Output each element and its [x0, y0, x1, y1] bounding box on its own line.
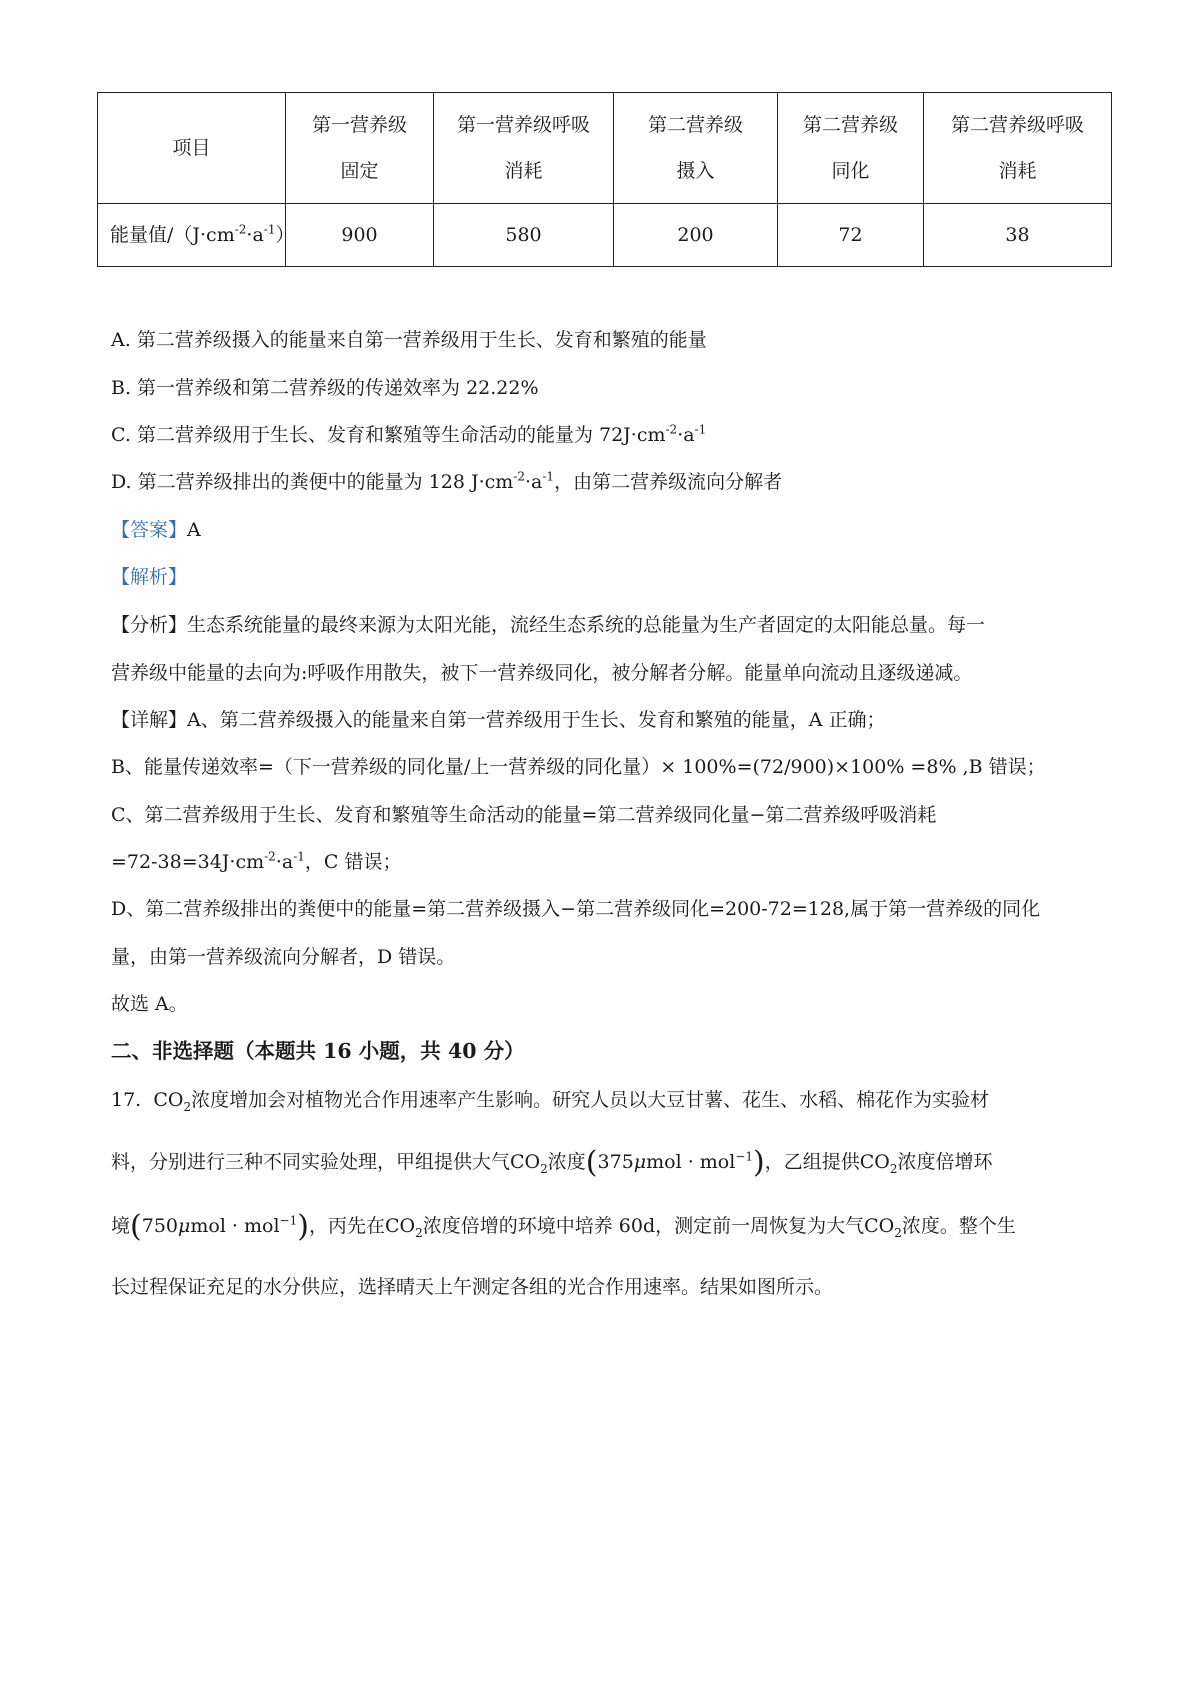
option-c: C. 第二营养级用于生长、发育和繁殖等生命活动的能量为 $72J\cdot cm^{-2}\cdot a^{-1}$: [111, 422, 707, 446]
q17-line-3: 境(750μmol · mol$^{-1}$)，丙先在$CO_2$浓度倍增的环境中培养 60d，测定前一周恢复为大气$CO_2$浓度。整个生: [111, 1209, 1016, 1244]
q17-line-4: 长过程保证充足的水分供应，选择晴天上午测定各组的光合作用速率。结果如图所示。: [111, 1276, 834, 1298]
answer-value: A: [187, 519, 201, 541]
fenxi-line-2: 营养级中能量的去向为:呼吸作用散失，被下一营养级同化，被分解者分解。能量单向流动且逐级递减。: [111, 662, 973, 684]
header-label: 项目: [98, 93, 286, 204]
conclusion: 故选 A。: [111, 993, 188, 1015]
table-row: [98, 204, 1112, 267]
q17-line-2: 料，分别进行三种不同实验处理，甲组提供大气$CO_2$浓度(375μmol · mol$^{-1}$)，乙组提供$CO_2$浓度倍增环: [111, 1145, 993, 1180]
header-cell: 第二营养级 同化: [778, 93, 924, 204]
detail-d-line-2: 量，由第一营养级流向分解者，D 错误。: [111, 946, 456, 968]
detail-a: 【详解】A、第二营养级摄入的能量来自第一营养级用于生长、发育和繁殖的能量，A 正确；: [111, 709, 886, 731]
energy-table: [97, 92, 1112, 267]
section-heading: 二、非选择题（本题共 16 小题，共 40 分）: [111, 1039, 525, 1063]
header-cell: 第二营养级 摄入: [614, 93, 778, 204]
detail-b: B、能量传递效率=（下一营养级的同化量/上一营养级的同化量）× 100%=(72/900)×100% =8% ,B 错误；: [111, 756, 1046, 778]
fenxi-line-1: 【分析】生态系统能量的最终来源为太阳光能，流经生态系统的总能量为生产者固定的太阳能总量。每一: [111, 614, 986, 636]
option-a: A. 第二营养级摄入的能量来自第一营养级用于生长、发育和繁殖的能量: [111, 329, 707, 351]
row-label: 能量值$/(J\cdot cm^{-2}\cdot a^{-1})$: [98, 204, 286, 267]
detail-c-line-2: $=72-38=34J\cdot cm^{-2}\cdot a^{-1}$，C 错误；: [111, 849, 402, 873]
q17-line-1: 17. $CO_2$浓度增加会对植物光合作用速率产生影响。研究人员以大豆甘薯、花生、水稻、棉花作为实验材: [111, 1089, 990, 1114]
answer-tag: 【答案】: [111, 519, 188, 541]
table-cell: 72: [778, 204, 924, 267]
option-b: B. 第一营养级和第二营养级的传递效率为 22.22%: [111, 377, 539, 399]
table-cell: 200: [614, 204, 778, 267]
table-cell: 38: [924, 204, 1112, 267]
table-header-row: [98, 93, 1112, 204]
analysis-tag: 【解析】: [111, 566, 188, 588]
option-d: D. 第二营养级排出的粪便中的能量为 128 $J\cdot cm^{-2}\cdot a^{-1}$，由第二营养级流向分解者: [111, 469, 783, 493]
detail-c-line-1: C、第二营养级用于生长、发育和繁殖等生命活动的能量=第二营养级同化量−第二营养级呼吸消耗: [111, 804, 937, 826]
header-cell: 第一营养级 固定: [286, 93, 434, 204]
table-cell: 900: [286, 204, 434, 267]
header-cell: 第一营养级呼吸 消耗: [434, 93, 614, 204]
table-cell: 580: [434, 204, 614, 267]
detail-d-line-1: D、第二营养级排出的粪便中的能量=第二营养级摄入−第二营养级同化=200-72=128,属于第一营养级的同化: [111, 898, 1041, 920]
header-cell: 第二营养级呼吸 消耗: [924, 93, 1112, 204]
answer: [111, 516, 201, 544]
